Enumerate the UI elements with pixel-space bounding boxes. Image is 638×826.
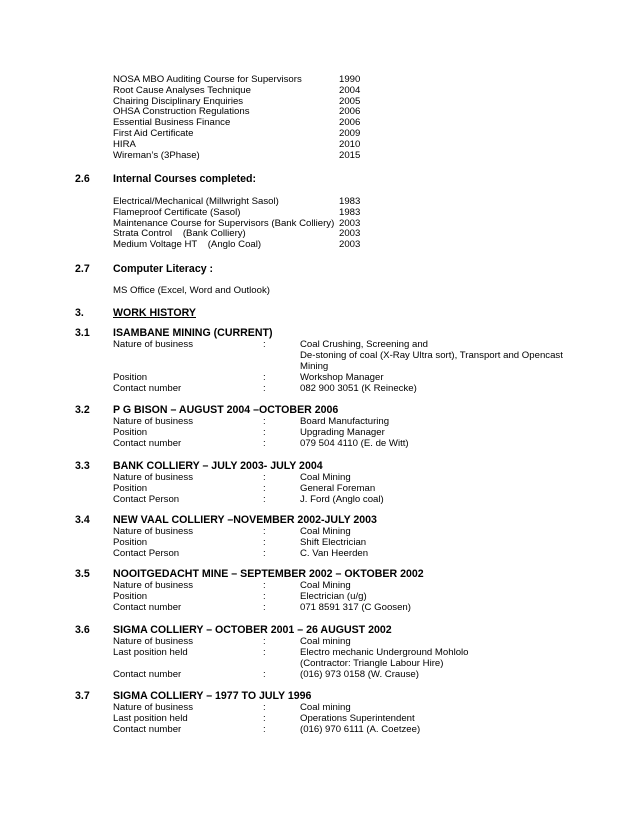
detail-value: Operations Superintendent: [300, 712, 415, 724]
job-number: 3.1: [75, 327, 90, 339]
detail-label: [113, 351, 263, 362]
detail-row: [113, 670, 583, 681]
job-details: [113, 473, 583, 506]
course-year: 2015: [339, 149, 361, 161]
course-year: 2006: [339, 117, 361, 129]
job-number: 3.5: [75, 568, 90, 580]
detail-value: J. Ford (Anglo coal): [300, 493, 384, 505]
course-name: Strata Control (Bank Colliery): [113, 228, 246, 240]
detail-value: Coal Mining: [300, 472, 351, 483]
course-name: Root Cause Analyses Technique: [113, 84, 251, 96]
job-number: 3.7: [75, 690, 90, 702]
detail-value: 071 8591 317 (C Goosen): [300, 601, 411, 613]
detail-label: Position: [113, 482, 148, 494]
course-name: OHSA Construction Regulations: [113, 106, 250, 118]
detail-label: Contact Person: [113, 493, 180, 505]
detail-row: [113, 549, 583, 560]
course-year: 1983: [339, 206, 361, 218]
detail-label: Nature of business: [113, 339, 193, 350]
course-name: Chairing Disciplinary Enquiries: [113, 95, 244, 107]
detail-colon: :: [263, 382, 266, 394]
detail-row: [113, 351, 583, 362]
detail-value: 082 900 3051 (K Reinecke): [300, 382, 417, 394]
course-year: 2006: [339, 106, 361, 118]
detail-label: Position: [113, 371, 148, 383]
job-title: P G BISON – AUGUST 2004 –OCTOBER 2006: [113, 404, 339, 416]
detail-value: Coal mining: [300, 702, 351, 713]
job-title: NOOITGEDACHT MINE – SEPTEMBER 2002 – OKTOBER 2002: [113, 568, 424, 580]
course-list: [113, 75, 379, 161]
job-title: SIGMA COLLIERY – 1977 TO JULY 1996: [113, 690, 312, 702]
detail-colon: :: [263, 437, 266, 449]
detail-label: Position: [113, 426, 148, 438]
course-name: NOSA MBO Auditing Course for Supervisors: [113, 74, 302, 85]
detail-value: C. Van Heerden: [300, 547, 369, 559]
job-title: ISAMBANE MINING (CURRENT): [113, 327, 273, 339]
detail-colon: :: [263, 601, 266, 613]
detail-colon: [263, 362, 300, 373]
detail-value: Shift Electrician: [300, 536, 367, 548]
course-row: [113, 240, 379, 251]
detail-label: Contact number: [113, 382, 182, 394]
detail-colon: :: [263, 426, 266, 438]
computer-literacy-text: MS Office (Excel, Word and Outlook): [113, 285, 270, 296]
course-year: 2009: [339, 127, 361, 139]
detail-colon: :: [263, 536, 266, 548]
detail-label: Contact number: [113, 668, 182, 680]
course-name: HIRA: [113, 138, 136, 150]
job-number: 3.6: [75, 624, 90, 636]
course-name: Flameproof Certificate (Sasol): [113, 206, 241, 218]
course-year: 1983: [339, 196, 361, 207]
course-year: 2010: [339, 138, 361, 150]
course-name: First Aid Certificate: [113, 127, 194, 139]
detail-label: Position: [113, 536, 148, 548]
course-year: 2003: [339, 239, 361, 251]
course-year: 2004: [339, 84, 361, 96]
course-row: [113, 86, 379, 97]
course-year: 2005: [339, 95, 361, 107]
detail-colon: :: [263, 580, 266, 591]
detail-row: [113, 373, 583, 384]
detail-row: [113, 603, 583, 614]
detail-colon: :: [263, 547, 266, 559]
job-details: [113, 637, 583, 681]
detail-value: Board Manufacturing: [300, 416, 390, 427]
detail-label: Last position held: [113, 646, 188, 658]
course-name: Medium Voltage HT (Anglo Coal): [113, 239, 262, 251]
section-number: 2.7: [75, 263, 90, 275]
detail-value: 079 504 4110 (E. de Witt): [300, 437, 409, 449]
detail-label: Position: [113, 590, 148, 602]
job-details: [113, 417, 583, 450]
course-year: 2003: [339, 228, 361, 240]
detail-value: Electrician (u/g): [300, 590, 367, 602]
detail-value: Upgrading Manager: [300, 426, 385, 438]
detail-colon: :: [263, 339, 266, 350]
detail-colon: :: [263, 371, 266, 383]
detail-label: Contact number: [113, 723, 182, 735]
detail-value: (016) 973 0158 (W. Crause): [300, 668, 419, 680]
job-number: 3.2: [75, 404, 90, 416]
detail-value: Coal Mining: [300, 526, 351, 537]
detail-label: Contact number: [113, 437, 182, 449]
detail-label: Last position held: [113, 712, 188, 724]
detail-row: [113, 495, 583, 506]
job-details: [113, 340, 583, 395]
detail-value: Electro mechanic Underground Mohlolo: [300, 646, 469, 658]
detail-colon: [263, 659, 300, 670]
course-year: 2003: [339, 217, 361, 229]
job-title: SIGMA COLLIERY – OCTOBER 2001 – 26 AUGUST 2002: [113, 624, 392, 636]
detail-colon: :: [263, 526, 266, 537]
detail-value: Coal mining: [300, 636, 351, 647]
detail-colon: :: [263, 590, 266, 602]
course-name: Essential Business Finance: [113, 117, 231, 129]
detail-row: [113, 725, 583, 736]
detail-colon: [263, 351, 300, 362]
course-year: 1990: [339, 74, 361, 85]
job-details: [113, 703, 583, 736]
detail-value: (Contractor: Triangle Labour Hire): [300, 657, 444, 669]
detail-row: [113, 384, 583, 395]
section-title: WORK HISTORY: [113, 307, 196, 319]
detail-value: Coal Mining: [300, 580, 351, 591]
detail-colon: :: [263, 472, 266, 483]
section-title: Computer Literacy :: [113, 263, 214, 275]
detail-colon: :: [263, 668, 266, 680]
course-row: [113, 140, 379, 151]
detail-colon: :: [263, 416, 266, 427]
course-row: [113, 151, 379, 162]
detail-colon: :: [263, 702, 266, 713]
detail-label: Nature of business: [113, 526, 193, 537]
detail-label: Nature of business: [113, 472, 193, 483]
job-details: [113, 581, 583, 614]
detail-label: Nature of business: [113, 416, 193, 427]
course-row: [113, 208, 379, 219]
detail-colon: :: [263, 723, 266, 735]
detail-label: Contact number: [113, 601, 182, 613]
detail-label: Nature of business: [113, 702, 193, 713]
detail-colon: :: [263, 646, 266, 658]
detail-row: [113, 439, 583, 450]
section-number: 2.6: [75, 173, 90, 185]
detail-label: Contact Person: [113, 547, 180, 559]
detail-value: Mining: [300, 360, 329, 372]
detail-label: Nature of business: [113, 580, 193, 591]
detail-value: Coal Crushing, Screening and: [300, 339, 428, 350]
job-title: BANK COLLIERY – JULY 2003- JULY 2004: [113, 460, 323, 472]
job-details: [113, 527, 583, 560]
detail-colon: :: [263, 482, 266, 494]
detail-value: General Foreman: [300, 482, 376, 494]
detail-label: Nature of business: [113, 636, 193, 647]
course-name: Electrical/Mechanical (Millwright Sasol): [113, 196, 279, 207]
job-title: NEW VAAL COLLIERY –NOVEMBER 2002-JULY 2003: [113, 514, 377, 526]
section-title: Internal Courses completed:: [113, 173, 257, 185]
course-name: Maintenance Course for Supervisors (Bank Colliery): [113, 217, 335, 229]
job-number: 3.3: [75, 460, 90, 472]
detail-value: De-stoning of coal (X-Ray Ultra sort), Transport and Opencast: [300, 349, 563, 361]
detail-value: (016) 970 6111 (A. Coetzee): [300, 723, 421, 735]
section-number: 3.: [75, 307, 84, 319]
course-name: Wireman’s (3Phase): [113, 149, 200, 161]
detail-value: Workshop Manager: [300, 371, 384, 383]
internal-course-list: [113, 197, 379, 251]
detail-colon: :: [263, 712, 266, 724]
detail-colon: :: [263, 636, 266, 647]
detail-colon: :: [263, 493, 266, 505]
job-number: 3.4: [75, 514, 90, 526]
